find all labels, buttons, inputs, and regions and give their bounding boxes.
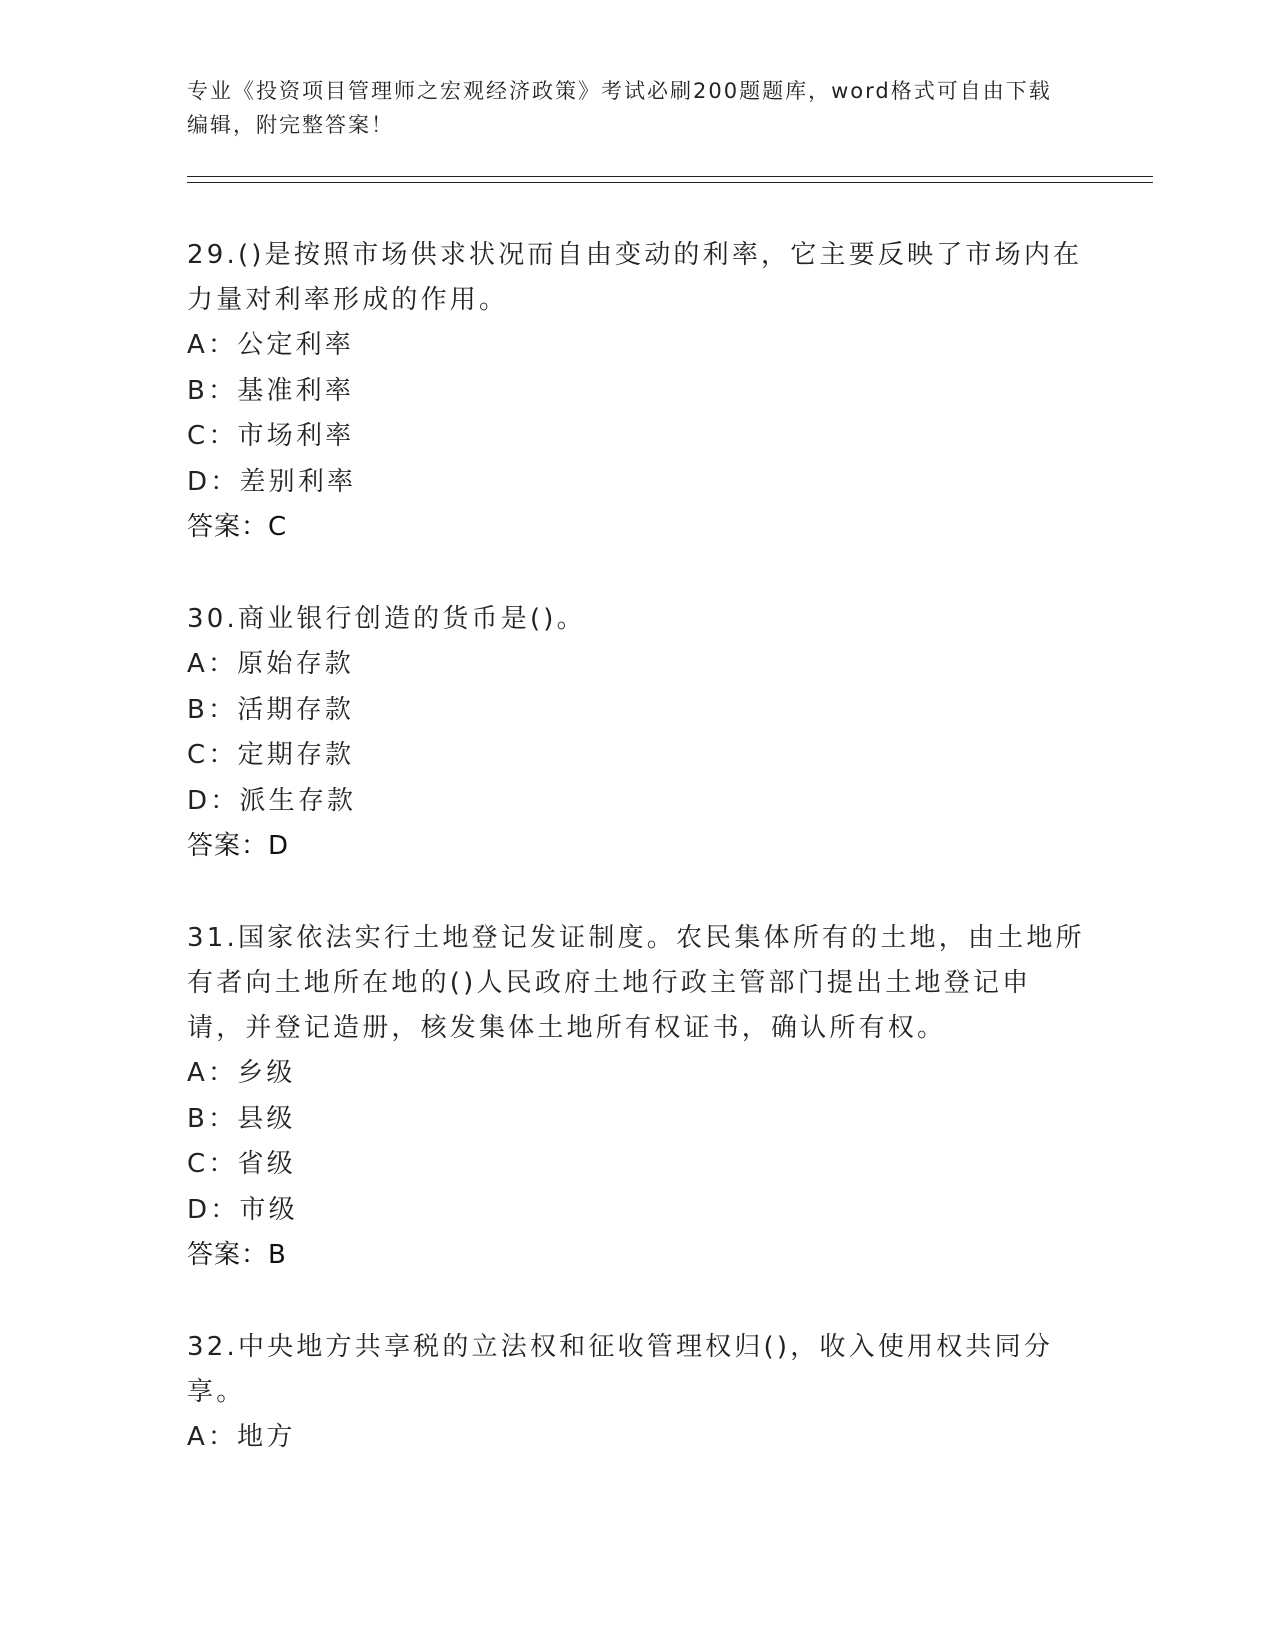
answer-line: 答案：D (187, 831, 290, 861)
question-stem: 32.中央地方共享税的立法权和征收管理权归()，收入使用权共同分享。 (187, 1332, 1054, 1407)
option-a: A：乡级 (187, 1058, 296, 1088)
question-stem: 30.商业银行创造的货币是()。 (187, 604, 586, 634)
option-d: D：市级 (187, 1194, 298, 1225)
question-31 (187, 916, 1087, 1279)
option-a: A：原始存款 (187, 649, 354, 679)
option-d: D：差别利率 (187, 466, 357, 497)
question-32 (187, 1325, 1087, 1461)
question-30 (187, 597, 1087, 870)
option-b: B：县级 (187, 1103, 296, 1134)
option-a: A：地方 (187, 1422, 296, 1452)
header-divider-bottom (187, 182, 1153, 183)
option-c: C：省级 (187, 1149, 296, 1179)
answer-line: 答案：B (187, 1240, 287, 1270)
option-d: D：派生存款 (187, 785, 357, 816)
question-stem: 31.国家依法实行土地登记发证制度。农民集体所有的土地，由土地所有者向土地所在地的()人民政府土地行政主管部门提出土地登记申请，并登记造册，核发集体土地所有权证书，确认所有权。 (187, 923, 1085, 1043)
document-header: 专业《投资项目管理师之宏观经济政策》考试必刷200题题库，word格式可自由下载编辑，附完整答案！ (187, 79, 1052, 137)
option-b: B：活期存款 (187, 694, 355, 725)
option-c: C：市场利率 (187, 421, 355, 451)
answer-line: 答案：C (187, 512, 288, 542)
question-29 (187, 233, 1087, 551)
option-c: C：定期存款 (187, 740, 355, 770)
header-divider-top (187, 176, 1153, 177)
option-a: A：公定利率 (187, 330, 354, 360)
option-b: B：基准利率 (187, 375, 355, 406)
question-stem: 29.()是按照市场供求状况而自由变动的利率，它主要反映了市场内在力量对利率形成的作用。 (187, 240, 1083, 315)
